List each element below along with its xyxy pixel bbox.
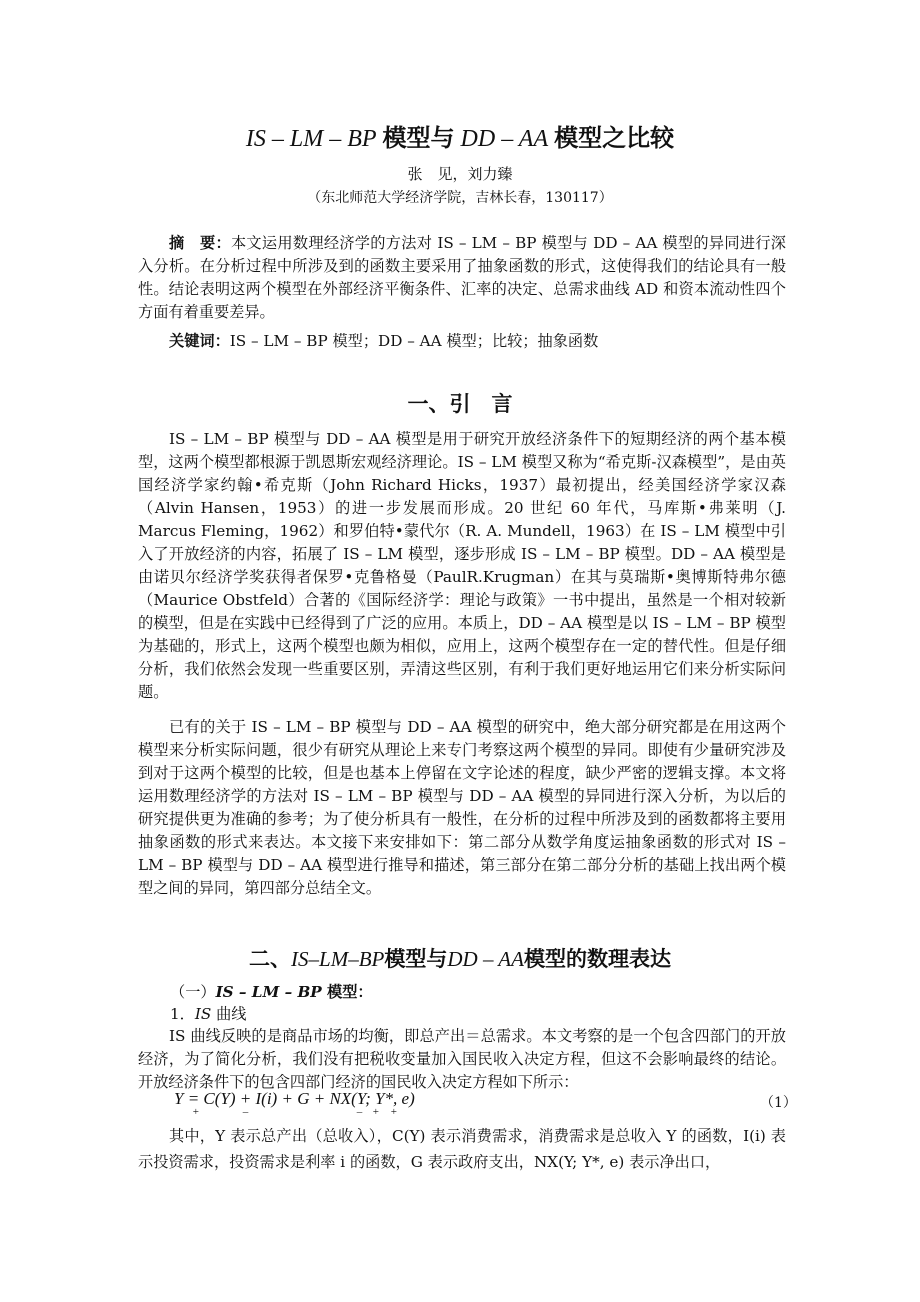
authors: 张 见，刘力臻	[407, 165, 513, 183]
subsection-heading-2	[170, 1003, 246, 1024]
equation-sign-2: –	[242, 1106, 249, 1118]
title-joiner: 模型与	[376, 126, 461, 152]
sub2-prefix: 1．	[170, 1005, 195, 1023]
subsection-heading-1	[170, 981, 373, 1002]
equation-text: Y = C(Y) + I(i) + G + NX(Y; Y*, e)	[174, 1089, 415, 1108]
paper-title	[0, 118, 920, 153]
equation-sign-1: +	[192, 1106, 199, 1118]
equation-number: （1）	[760, 1095, 797, 1111]
sub2-model: IS	[194, 1005, 212, 1023]
sub1-model: IS – LM – BP	[215, 983, 322, 1001]
equation-sign-4: +	[372, 1106, 379, 1118]
section2-heading-prefix: 二、	[249, 946, 292, 971]
keywords	[138, 330, 786, 353]
equation-1	[174, 1089, 415, 1118]
affiliation: （东北师范大学经济学院，吉林长春，130117）	[307, 190, 613, 206]
abstract-label: 摘 要：	[169, 234, 231, 252]
equation-sign-3: –	[356, 1106, 363, 1118]
section1-heading: 一、引 言	[407, 391, 513, 416]
section2-heading	[0, 943, 920, 973]
sub1-prefix: （一）	[170, 983, 216, 1001]
section1-paragraph-2: 已有的关于 IS – LM – BP 模型与 DD – AA 模型的研究中，绝大部分研究都是在用这两个模型来分析实际问题，很少有研究从理论上来专门考察这两个模型的异同。即使有少量研究涉及到对于这两个模型的比较，但是也基本上停留在文字论述的程度，缺少严密的逻辑支撑。本文将运用数理经济学的方法对 IS – LM – BP 模型与 DD – AA 模型的异同进行深入分析，为以后的研究提供更为准确的参考；为了使分析具有一般性，在分析的过程中所涉及到的函数都将主要用抽象函数的形式来表达。本文接下来安排如下：第二部分从数学角度运抽象函数的形式对 IS – LM – BP 模型与 DD – AA 模型进行推导和描述，第三部分在第二部分分析的基础上找出两个模型之间的异同，第四部分总结全文。	[138, 718, 786, 897]
keywords-label: 关键词：	[169, 332, 230, 350]
title-suffix: 模型之比较	[548, 126, 675, 152]
title-model-a: IS – LM – BP	[245, 126, 377, 152]
title-model-b: DD – AA	[460, 126, 549, 152]
keywords-text: IS – LM – BP 模型；DD – AA 模型；比较；抽象函数	[229, 332, 599, 350]
section2-heading-model-a: IS–LM–BP	[291, 947, 385, 971]
sub2-suffix: 曲线	[211, 1005, 247, 1023]
section2-paragraph-1: IS 曲线反映的是商品市场的均衡，即总产出＝总需求。本文考察的是一个包含四部门的开放经济，为了简化分析，我们没有把税收变量加入国民收入决定方程，但这不会影响最终的结论。开放经济条件下的包含四部门经济的国民收入决定方程如下所示：	[138, 1027, 786, 1091]
section2-paragraph-2: 其中，Y 表示总产出（总收入），C(Y) 表示消费需求，消费需求是总收入 Y 的函数，I(i) 表示投资需求，投资需求是利率 i 的函数，G 表示政府支出，NX(Y; Y*, e) 表示净出口，	[138, 1127, 786, 1171]
equation-sign-5: +	[390, 1106, 397, 1118]
section2-heading-joiner: 模型与	[384, 946, 448, 971]
section2-heading-suffix: 模型的数理表达	[523, 946, 671, 971]
sub1-suffix: 模型：	[321, 983, 373, 1001]
section1-paragraph-1: IS – LM – BP 模型与 DD – AA 模型是用于研究开放经济条件下的短期经济的两个基本模型，这两个模型都根源于凯恩斯宏观经济理论。IS – LM 模型又称为“希克斯-汉森模型”，是由英国经济学家约翰•希克斯（John Richard Hicks，1937）最初提出，经美国经济学家汉森（Alvin Hansen，1953）的进一步发展而形成。20 世纪 60 年代，马库斯•弗莱明（J. Marcus Fleming，1962）和罗伯特•蒙代尔（R. A. Mundell，1963）在 IS – LM 模型中引入了开放经济的内容，拓展了 IS – LM 模型，逐步形成 IS – LM – BP 模型。DD – AA 模型是由诺贝尔经济学奖获得者保罗•克鲁格曼（PaulR.Krugman）在其与莫瑞斯•奥博斯特弗尔德（Maurice Obstfeld）合著的《国际经济学：理论与政策》一书中提出，虽然是一个相对较新的模型，但是在实践中已经得到了广泛的应用。本质上，DD – AA 模型是以 IS – LM – BP 模型为基础的，形式上，这两个模型也颇为相似，应用上，这两个模型存在一定的替代性。但是仔细分析，我们依然会发现一些重要区别，弄清这些区别，有利于我们更好地运用它们来分析实际问题。	[138, 430, 786, 701]
section2-heading-model-b: DD – AA	[447, 947, 524, 971]
abstract	[138, 232, 786, 324]
abstract-text: 本文运用数理经济学的方法对 IS – LM – BP 模型与 DD – AA 模型的异同进行深入分析。在分析过程中所涉及到的函数主要采用了抽象函数的形式，这使得我们的结论具有一般性。结论表明这两个模型在外部经济平衡条件、汇率的决定、总需求曲线 AD 和资本流动性四个方面有着重要差异。	[138, 234, 786, 321]
